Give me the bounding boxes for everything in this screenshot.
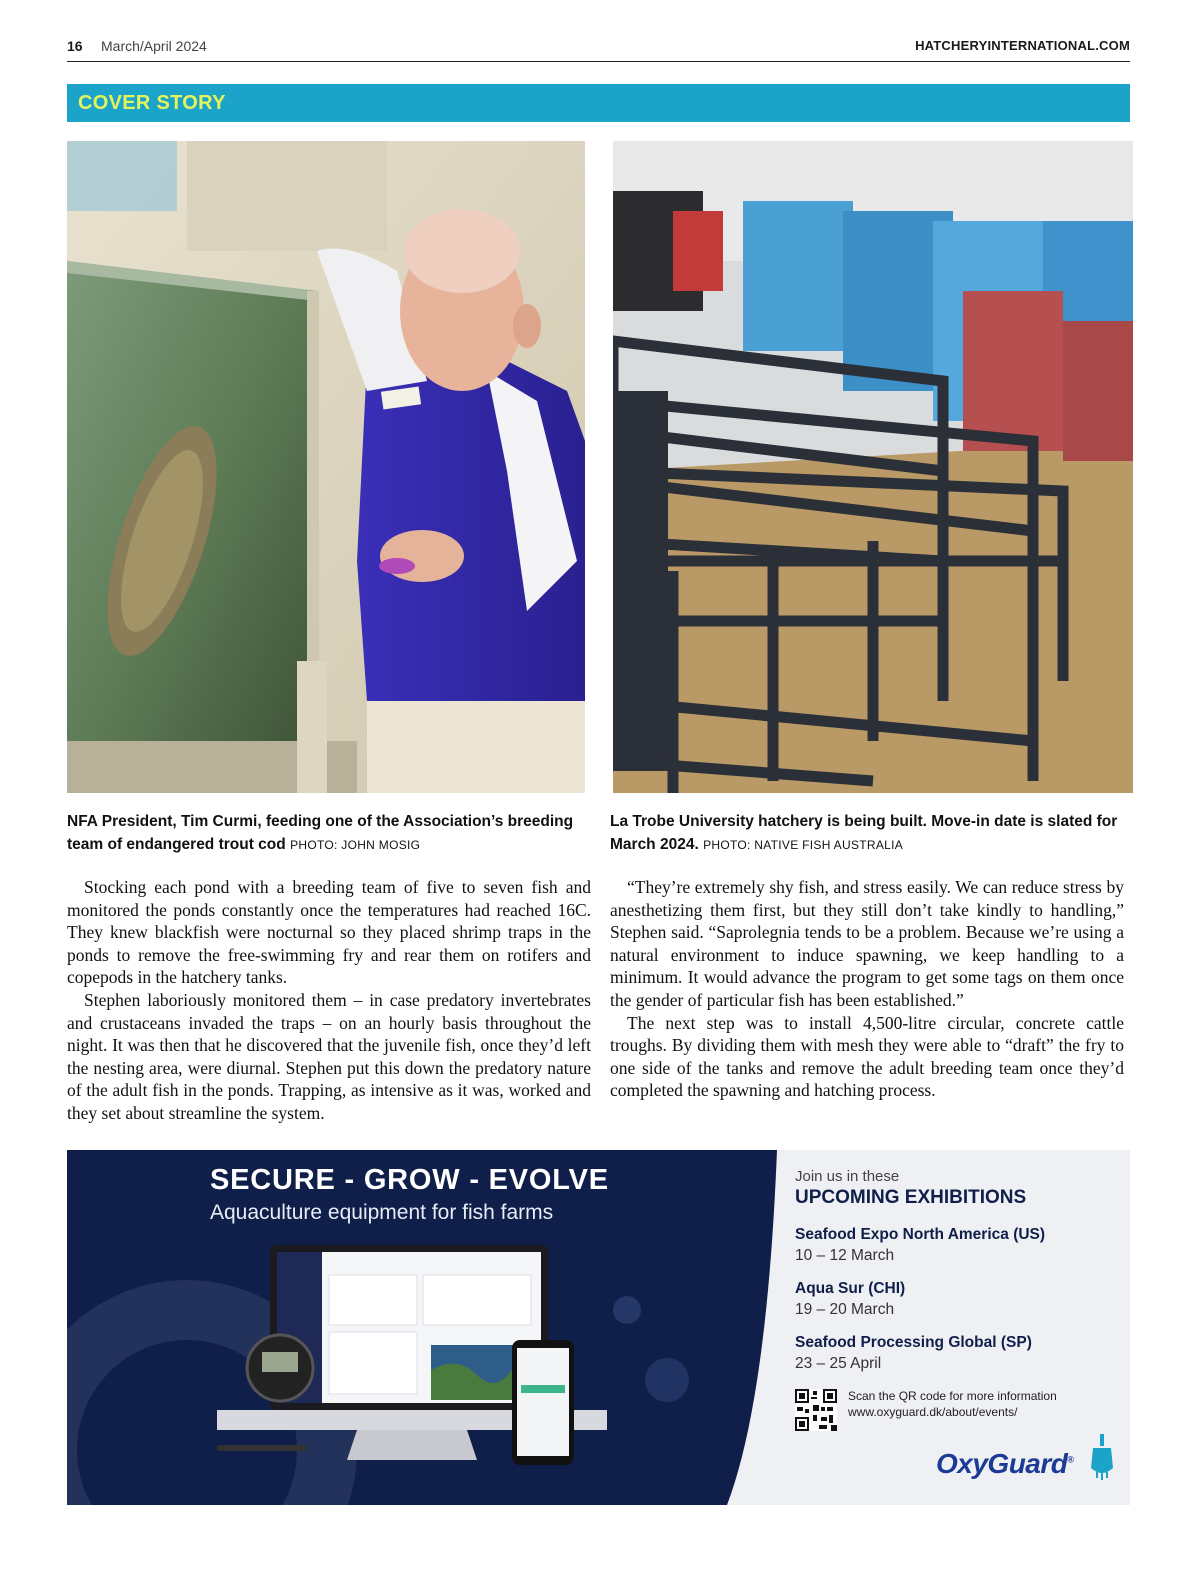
- event-name: Aqua Sur (CHI): [795, 1280, 906, 1297]
- photo-tim-curmi-feeding-fish: [67, 141, 585, 793]
- event-date: 23 – 25 April: [795, 1355, 882, 1372]
- ad-upcoming-title: UPCOMING EXHIBITIONS: [795, 1187, 1027, 1208]
- site-url[interactable]: HATCHERYINTERNATIONAL.COM: [915, 38, 1130, 53]
- ad-subheadline: Aquaculture equipment for fish farms: [210, 1201, 554, 1224]
- article-paragraph: “They’re extremely shy fish, and stress easily. We can reduce stress by anesthetizing them first, but they still don’t take kindly to handling,” Stephen said. “Saprolegnia tends to be a problem. Because we’re using a natural environment to induce spawning, we keep handling to a minimum. It would advance the program to get some tags on them once the gender of particular fish has been established.”: [610, 877, 1124, 1010]
- event-name: Seafood Processing Global (SP): [795, 1334, 1032, 1351]
- article-column-right: [610, 876, 1124, 1102]
- qr-url[interactable]: www.oxyguard.dk/about/events/: [848, 1405, 1018, 1419]
- ad-visual-panel: [67, 1150, 787, 1505]
- page-header: [67, 38, 1130, 62]
- caption-right-text: La Trobe University hatchery is being built. Move-in date is slated for March 2024.: [610, 813, 1118, 853]
- article-paragraph: Stephen laboriously monitored them – in case predatory invertebrates and crustaceans invaded the traps – on an hourly basis throughout the night. It was then that he discovered that the juvenile fish, once they’d left the nesting area, were diurnal. Stephen put this down the predatory nature of the adult fish in the ponds. Trapping, as intensive as it was, worked and they set about streamline the system.: [67, 989, 591, 1123]
- caption-left: [67, 810, 585, 857]
- brand-mark: ®: [1067, 1454, 1074, 1465]
- event-name: Seafood Expo North America (US): [795, 1226, 1046, 1243]
- article-paragraph: Stocking each pond with a breeding team of five to seven fish and monitored the ponds constantly once the temperatures had reached 16C. They knew blackfish were nocturnal so they placed shrimp traps in the ponds to remove the free-swimming fry and rear them on rotifers and copepods in the hatchery tanks.: [67, 877, 591, 988]
- article-column-left: [67, 876, 591, 1125]
- caption-left-text: NFA President, Tim Curmi, feeding one of the Association’s breeding team of endangered trout cod: [67, 813, 574, 853]
- issue-date: March/April 2024: [101, 38, 207, 54]
- ad-exhibitions-panel: [795, 1150, 1130, 1505]
- brand-name: OxyGuard: [936, 1448, 1068, 1479]
- article-paragraph: The next step was to install 4,500-litre circular, concrete cattle troughs. By dividing them with mesh they were able to “draft” the fry to one side of the tanks and remove the adult breeding team once they’d completed the spawning and hatching process.: [610, 1012, 1124, 1101]
- oxyguard-logo: [936, 1448, 1074, 1480]
- ad-join-text: Join us in these: [795, 1168, 900, 1185]
- qr-code-icon[interactable]: [795, 1389, 837, 1431]
- ad-headline: SECURE - GROW - EVOLVE: [210, 1164, 609, 1196]
- oxyguard-advertisement[interactable]: [67, 1150, 1130, 1505]
- event-date: 10 – 12 March: [795, 1247, 895, 1264]
- qr-info: [848, 1388, 1057, 1420]
- page-number: 16: [67, 38, 83, 54]
- event-date: 19 – 20 March: [795, 1301, 895, 1318]
- photo-hatchery-construction: [613, 141, 1133, 793]
- photo-credit-right: PHOTO: NATIVE FISH AUSTRALIA: [703, 838, 904, 852]
- photo-credit-left: PHOTO: JOHN MOSIG: [290, 838, 421, 852]
- qr-info-line: Scan the QR code for more information: [848, 1389, 1057, 1403]
- caption-right: [610, 810, 1130, 857]
- oxyguard-sensor-icon: [1089, 1434, 1115, 1480]
- section-banner: [67, 84, 1130, 122]
- section-label: COVER STORY: [78, 92, 226, 114]
